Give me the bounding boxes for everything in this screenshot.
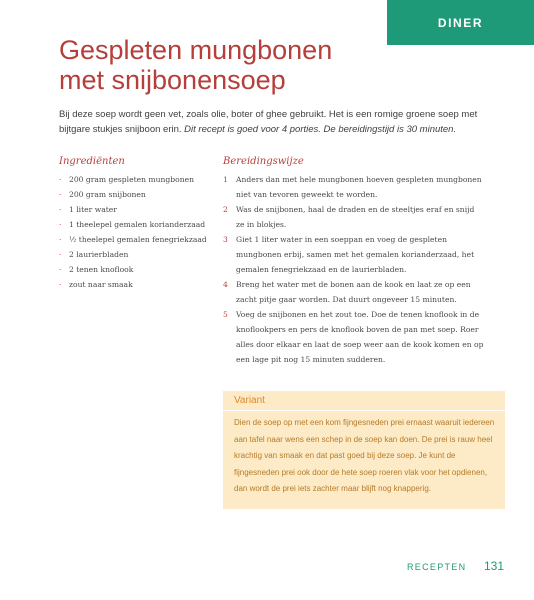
step-number: 5 [223,310,228,319]
preparation-step [223,172,485,202]
ingredient-text: 200 gram gespleten mungbonen [69,175,194,184]
step-number: 2 [223,205,228,214]
preparation-step [223,277,485,307]
step-text: Voeg de snijbonen en het zout toe. Doe de tenen knoflook in de knoflookpers en pers de knoflook boven de pan met soep. Roer alles door elkaar en laat de soep weer aan de kook komen en op een lage pit nog 15 minuten sudderen. [236,310,484,364]
ingredient-item [59,277,207,292]
ingredient-text: 1 liter water [69,205,117,214]
step-number: 3 [223,235,228,244]
ingredient-text: 2 laurierbladen [69,250,129,259]
ingredient-item [59,172,207,187]
ingredient-item [59,202,207,217]
ingredient-text: 1 theelepel gemalen korianderzaad [69,220,206,229]
step-text: Breng het water met de bonen aan de kook en laat ze op een zacht pitje gaar worden. Dat duurt ongeveer 15 minuten. [236,280,471,304]
ingredient-item [59,217,207,232]
bullet-icon: · [59,220,62,229]
ingredients-list [59,172,207,292]
variant-text: Dien de soep op met een kom fijngesneden prei ernaast waaruit iedereen aan tafel naar wens een schep in de soep kan doen. De prei is rauw heel krachtig van smaak en dat past goed bij deze soep. Je kunt de fijngesneden prei ook door de hete soep roeren vlak voor het opdienen, dan wordt de prei iets zachter maar blijft nog knapperig. [234,418,495,493]
bullet-icon: · [59,190,62,199]
ingredient-item [59,262,207,277]
bullet-icon: · [59,280,62,289]
recipe-title-line-2: met snijbonensoep [59,65,286,95]
ingredient-text: 200 gram snijbonen [69,190,146,199]
bullet-icon: · [59,235,62,244]
step-number: 1 [223,175,228,184]
intro-text: Bij deze soep wordt geen vet, zoals olie, boter of ghee gebruikt. Het is een romige groene soep met bijtgare stukjes snijboon erin. [59,109,478,135]
intro-paragraph [59,108,509,137]
preparation-steps [223,172,485,367]
bullet-icon: · [59,205,62,214]
ingredients-heading: Ingrediënten [59,156,125,167]
recipe-title [59,35,332,95]
variant-divider [223,410,505,411]
section-tag: DINER [387,0,534,45]
preparation-heading: Bereidingswijze [223,156,304,167]
ingredient-item [59,247,207,262]
preparation-step [223,307,485,367]
ingredient-text: 2 tenen knoflook [69,265,134,274]
preparation-step [223,232,485,277]
bullet-icon: · [59,175,62,184]
recipe-title-line-1: Gespleten mungbonen [59,35,333,65]
ingredient-text: zout naar smaak [69,280,133,289]
ingredient-item [59,187,207,202]
page-number: 131 [484,559,505,573]
footer-section-label: RECEPTEN [407,562,467,572]
ingredient-item [59,232,207,247]
step-text: Anders dan met hele mungbonen hoeven gespleten mungbonen niet van tevoren geweekt te worden. [236,175,482,199]
step-text: Giet 1 liter water in een soeppan en voeg de gespleten mungbonen erbij, samen met het gemalen korianderzaad, het gemalen fenegriekzaad en de laurierbladen. [236,235,475,274]
ingredient-text: ½ theelepel gemalen fenegriekzaad [69,235,207,244]
bullet-icon: · [59,265,62,274]
step-number: 4 [223,280,228,289]
variant-title: Variant [234,395,265,406]
bullet-icon: · [59,250,62,259]
intro-servings-note: Dit recept is goed voor 4 porties. De bereidingstijd is 30 minuten. [184,123,457,135]
variant-box [223,391,505,509]
step-text: Was de snijbonen, haal de draden en de steeltjes eraf en snijd ze in blokjes. [236,205,475,229]
preparation-step [223,202,485,232]
